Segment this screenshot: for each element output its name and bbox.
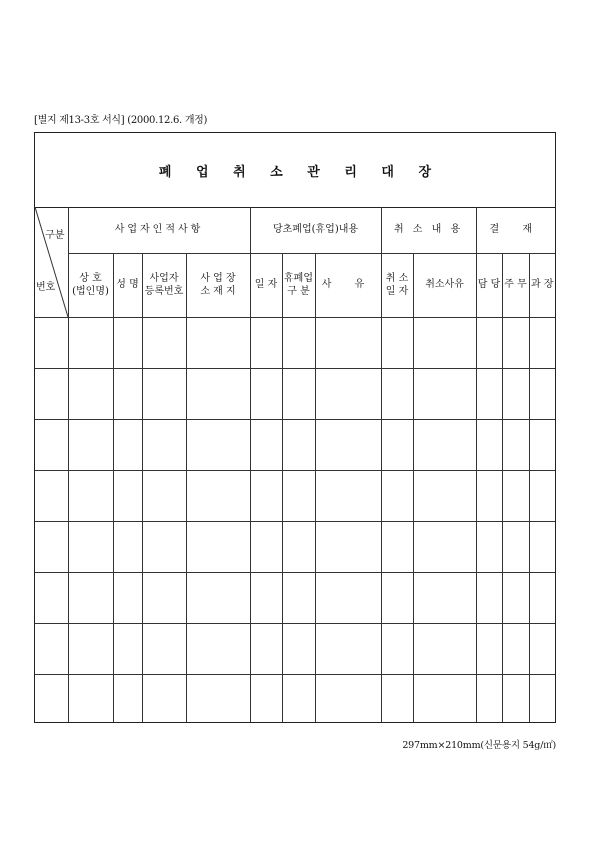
col-type-line-1: 휴폐업: [284, 272, 313, 284]
col-reg-line-1: 사업자: [149, 272, 179, 284]
col-registration-number: [142, 253, 186, 317]
col-trade-name: [68, 253, 113, 317]
table-row: [35, 674, 555, 722]
col-reg-line-2: 등록번호: [144, 286, 184, 297]
col-cancel-date-line-1: 취 소: [385, 272, 409, 284]
paper-spec-note: 297mm×210mm(신문용지 54g/㎡): [402, 740, 556, 751]
col-trade-name-sub: (법인명): [72, 286, 109, 297]
form-reference: [별지 제13-3호 서식] (2000.12.6. 개정): [34, 115, 208, 126]
group-cancel: 취 소 내 용: [381, 207, 476, 253]
table-row: [35, 419, 555, 470]
col-closure-type: [282, 253, 315, 317]
group-approval: 결 재: [476, 207, 555, 253]
beonho-label: 번호: [36, 282, 56, 293]
gubun-label: 구분: [45, 230, 65, 241]
table-row: [35, 470, 555, 521]
col-trade-name-label: 상 호: [79, 272, 102, 284]
col-date: 일 자: [250, 253, 282, 317]
group-business: 사업자인적사항: [68, 207, 250, 253]
title-row: [35, 133, 555, 208]
col-location-line-2: 소 재 지: [200, 286, 236, 297]
col-approver-chief: 주 무: [502, 253, 529, 317]
header-column-row: [35, 253, 555, 317]
table-row: [35, 572, 555, 623]
header-group-row: [35, 207, 555, 253]
col-name: 성 명: [113, 253, 142, 317]
col-approver-staff: 담 당: [476, 253, 502, 317]
col-type-line-2: 구 분: [287, 286, 310, 297]
register-form: [34, 132, 556, 723]
col-approver-manager: 과 장: [529, 253, 555, 317]
col-location-line-1: 사 업 장: [200, 272, 236, 284]
gubun-beonho-cell: [35, 207, 68, 317]
group-closure: 당초폐업(휴업)내용: [250, 207, 381, 253]
table-row: [35, 623, 555, 674]
table-row: [35, 521, 555, 572]
diagonal-line: [35, 207, 68, 317]
col-cancel-date: [381, 253, 413, 317]
register-table: [35, 207, 555, 722]
col-cancel-reason: 취소사유: [413, 253, 476, 317]
table-row: [35, 368, 555, 419]
col-cancel-date-line-2: 일 자: [385, 286, 409, 297]
col-location: [186, 253, 250, 317]
col-reason: 사 유: [315, 253, 381, 317]
table-row: [35, 317, 555, 368]
form-title: 폐 업 취 소 관 리 대 장: [158, 164, 442, 180]
